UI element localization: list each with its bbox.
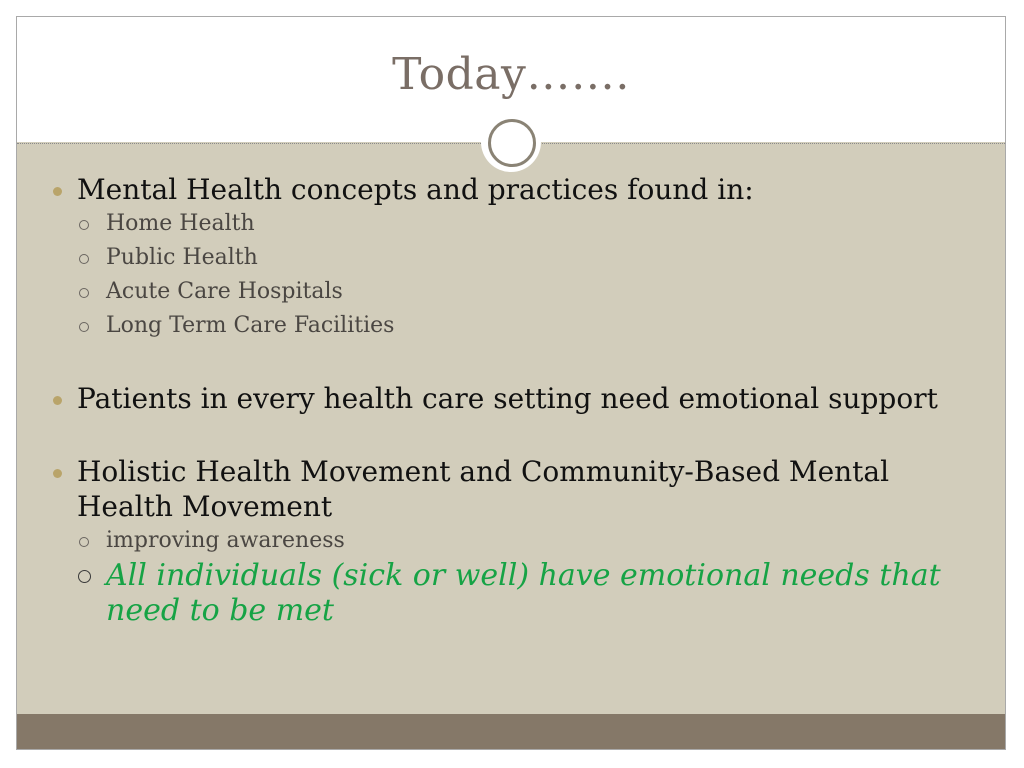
- spacer: [51, 416, 951, 454]
- sub-bullet-text: Long Term Care Facilities: [106, 313, 395, 338]
- sub-bullet-ring-icon: [79, 220, 89, 230]
- slide-title: Today…….: [392, 49, 630, 100]
- sub-bullet-item: [51, 309, 951, 343]
- bullet-text: Holistic Health Movement and Community-Based Mental Health Movement: [77, 455, 890, 523]
- sub-bullet-text: improving awareness: [106, 528, 345, 553]
- highlight-text: All individuals (sick or well) have emotional needs that need to be met: [106, 558, 941, 628]
- sub-bullet-text: Home Health: [106, 211, 255, 236]
- highlight-sub-bullet-item: [51, 558, 951, 628]
- bullet-text: Mental Health concepts and practices found in:: [77, 173, 754, 206]
- bullet-dot-icon: [53, 396, 62, 405]
- bullet-item: [51, 381, 951, 416]
- bullet-item: [51, 172, 951, 207]
- sub-bullet-item: [51, 207, 951, 241]
- sub-bullet-ring-icon: [79, 288, 89, 298]
- slide: [16, 16, 1006, 750]
- bullet-dot-icon: [53, 187, 62, 196]
- bullet-item: [51, 454, 951, 524]
- sub-bullet-item: [51, 241, 951, 275]
- footer-band: [17, 714, 1005, 749]
- bullet-text: Patients in every health care setting need emotional support: [77, 382, 938, 415]
- sub-bullet-ring-icon: [78, 570, 91, 583]
- bullet-dot-icon: [53, 469, 62, 478]
- sub-bullet-ring-icon: [79, 537, 89, 547]
- sub-bullet-ring-icon: [79, 254, 89, 264]
- sub-bullet-item: [51, 275, 951, 309]
- sub-bullet-item: [51, 524, 951, 558]
- slide-content: [51, 172, 951, 628]
- sub-bullet-text: Public Health: [106, 245, 258, 270]
- spacer: [51, 343, 951, 381]
- ring-ornament-inner-icon: [488, 119, 536, 167]
- sub-bullet-text: Acute Care Hospitals: [106, 279, 343, 304]
- sub-bullet-ring-icon: [79, 322, 89, 332]
